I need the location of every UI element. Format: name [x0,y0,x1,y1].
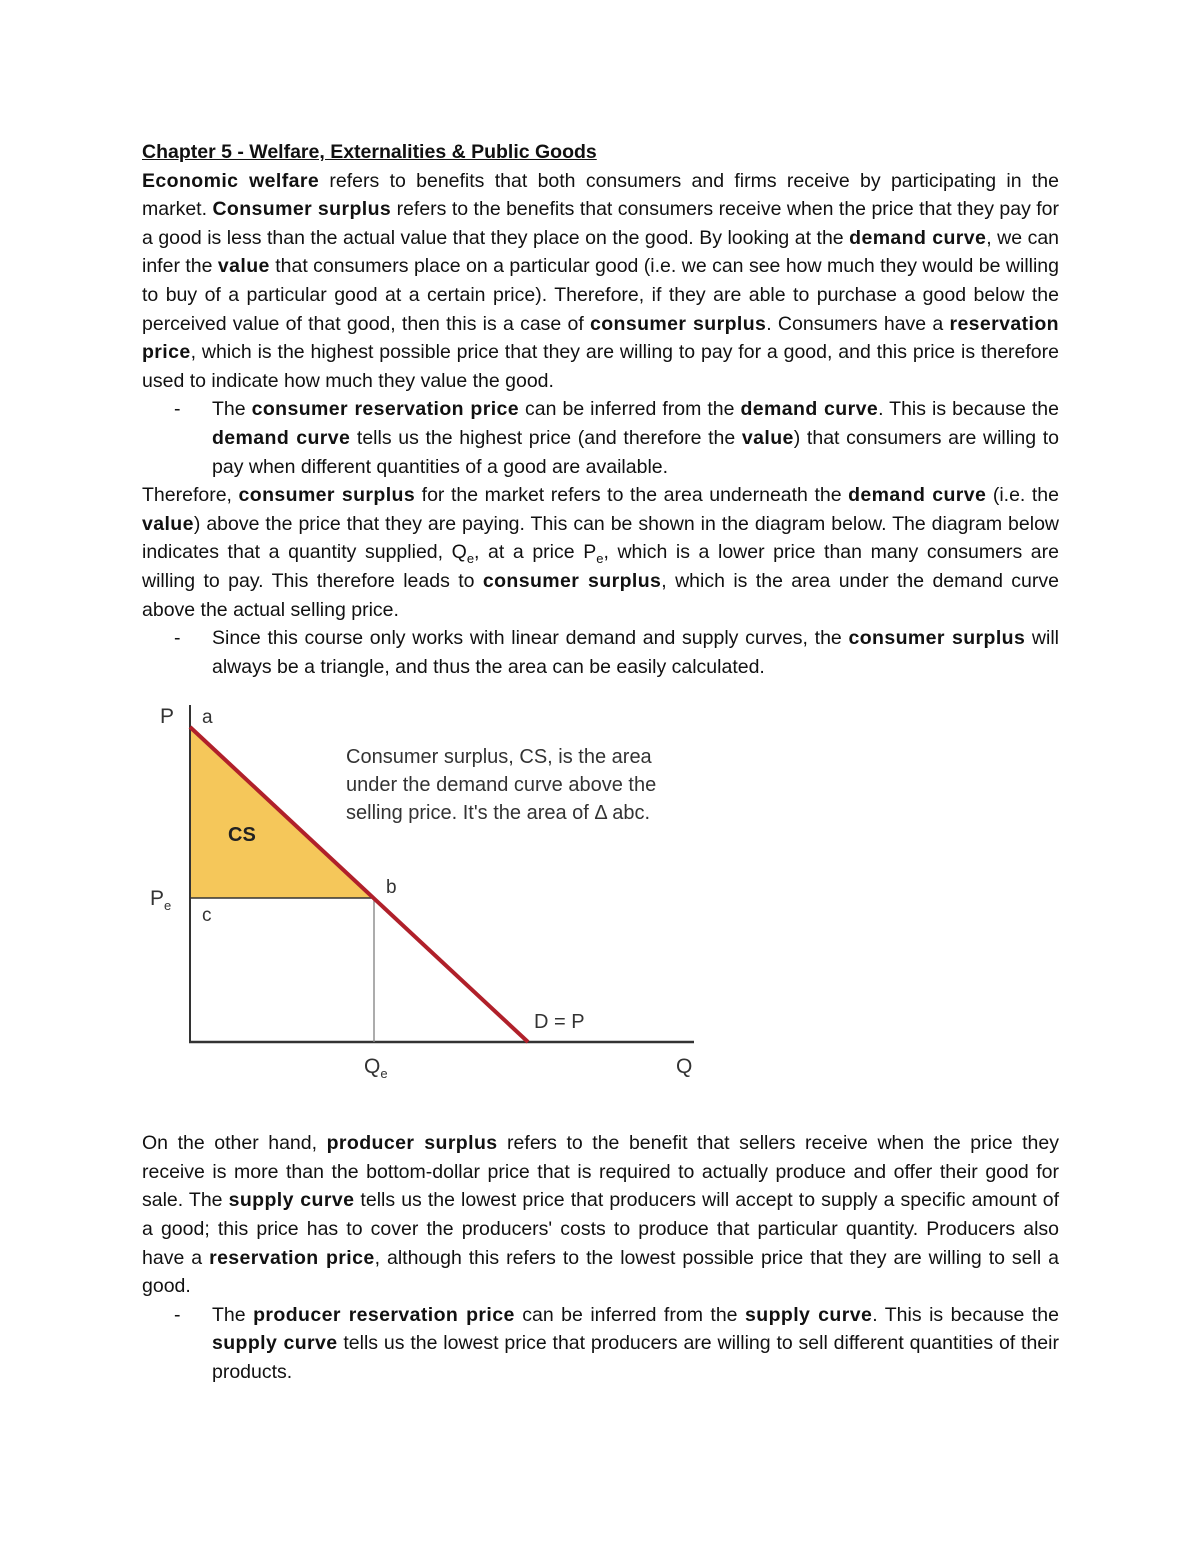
bold-term: value [741,426,794,449]
text-run: . This is because the [872,1303,1059,1326]
bold-term: demand curve [849,226,987,249]
text-run: that consumers place on a particular good (i.e. we can see how much they would be willing to buy of a particular good at a certain price). Therefore, if they are able to purchase a good below the perceived value of that good, then this is a case of [142,255,1060,335]
bullet-dash: - [174,1303,181,1326]
text-run: will always be a triangle, and thus the area can be easily calculated. [212,627,1060,678]
spacer [142,1111,1059,1129]
bullet-consumer-reservation-price [142,395,1059,481]
bold-term: supply curve [228,1189,355,1212]
paragraph-producer-surplus [142,1129,1059,1301]
text-run: refers to benefits that both consumers and firms receive by participating in the market. [142,169,1059,221]
text-run: , which is the area under the demand curve above the actual selling price. [142,569,1059,621]
demand-curve-label: D = P [534,1011,585,1034]
text-run: can be inferred from the [519,398,741,421]
text-run: , at a price P [474,541,597,564]
bullet-linear-curves [142,624,1059,681]
bold-term: consumer surplus [238,484,416,507]
text-run: , we can infer the [142,226,1060,278]
point-c-label: c [202,905,212,927]
bold-term: producer surplus [326,1132,498,1155]
bullet-text [212,624,1059,681]
bold-term: reservation price [209,1246,375,1269]
caption-line-1: Consumer surplus, CS, is the area [346,746,652,769]
bold-term: demand curve [740,398,879,421]
bullet-producer-reservation-price [142,1301,1059,1387]
bold-term: demand curve [212,426,351,449]
text-run: , which is a lower price than many consumers are willing to pay. This therefore leads to [142,541,1059,592]
bullet-text [212,395,1059,481]
bold-term: supply curve [745,1303,873,1326]
diagram-svg [142,681,1059,1111]
bold-term: consumer surplus [482,569,662,592]
paragraph-economic-welfare [142,167,1059,396]
text-run: . Consumers have a [766,312,950,335]
bold-term: Economic welfare [142,169,320,192]
paragraph-consumer-surplus [142,481,1059,624]
y-axis-label: P [160,705,175,729]
bold-term: reservation price [142,312,1059,364]
bold-term: Consumer surplus [212,198,392,221]
text-run: can be inferred from the [514,1303,746,1326]
text-run: On the other hand, [142,1132,327,1155]
price-pe-label [150,887,171,913]
text-run: The [212,398,252,421]
bold-term: demand curve [848,484,987,507]
bold-term: value [142,512,194,535]
bold-term: value [217,255,270,278]
bold-term: consumer surplus [590,312,767,335]
text-run: Therefore, [142,484,239,507]
document-page [142,138,1059,1387]
subscript: e [466,551,475,567]
text-run: . This is because the [878,398,1059,421]
chapter-title: Chapter 5 - Welfare, Externalities & Public Goods [142,141,597,163]
caption-line-3: selling price. It's the area of Δ abc. [346,802,651,825]
bullet-dash: - [174,627,181,650]
bold-term: producer reservation price [253,1303,515,1326]
text-run: ) that consumers are willing to pay when different quantities of a good are available. [212,426,1060,478]
text-run: , although this refers to the lowest possible price that they are willing to sell a good. [142,1246,1060,1298]
bold-term: supply curve [212,1332,338,1355]
text-run: refers to the benefit that sellers receive when the price they receive is more than the bottom-dollar price that is required to actually produce and offer their good for sale. The [142,1132,1059,1212]
point-b-label: b [386,877,397,899]
bullet-text [212,1301,1059,1387]
x-axis-label: Q [676,1055,693,1079]
subscript: e [596,551,604,567]
price-pe-sub: e [164,898,172,914]
text-run: Since this course only works with linear demand and supply curves, the [212,627,849,650]
qty-qe-sub: e [380,1066,388,1082]
qty-qe-label [364,1055,388,1081]
caption-line-2: under the demand curve above the [346,774,657,797]
price-pe-main: P [150,887,165,911]
bullet-dash: - [174,398,181,421]
text-run: ) above the price that they are paying. This can be shown in the diagram below. The diagram below indicates that a quantity supplied, Q [142,512,1059,564]
text-run: (i.e. the [986,484,1059,507]
cs-label: CS [228,824,256,847]
bold-term: consumer reservation price [251,398,519,421]
text-run: for the market refers to the area underneath the [415,484,849,507]
text-run: The [212,1303,254,1326]
text-run: tells us the lowest price that producers will accept to supply a specific amount of a good; this price has to cover the producers' costs to produce that particular quantity. Producers also have a [142,1189,1059,1269]
bold-term: consumer surplus [848,627,1026,650]
text-run: tells us the highest price (and therefore the [350,426,742,449]
text-run: tells us the lowest price that producers are willing to sell different quantities of their products. [212,1332,1059,1384]
consumer-surplus-diagram [142,681,1059,1111]
qty-qe-main: Q [364,1055,381,1079]
text-run: , which is the highest possible price that they are willing to pay for a good, and this price is therefore used to indicate how much they value the good. [142,341,1059,392]
point-a-label: a [202,707,213,729]
text-run: refers to the benefits that consumers receive when the price that they pay for a good is less than the actual value that they place on the good. By looking at the [142,198,1060,249]
